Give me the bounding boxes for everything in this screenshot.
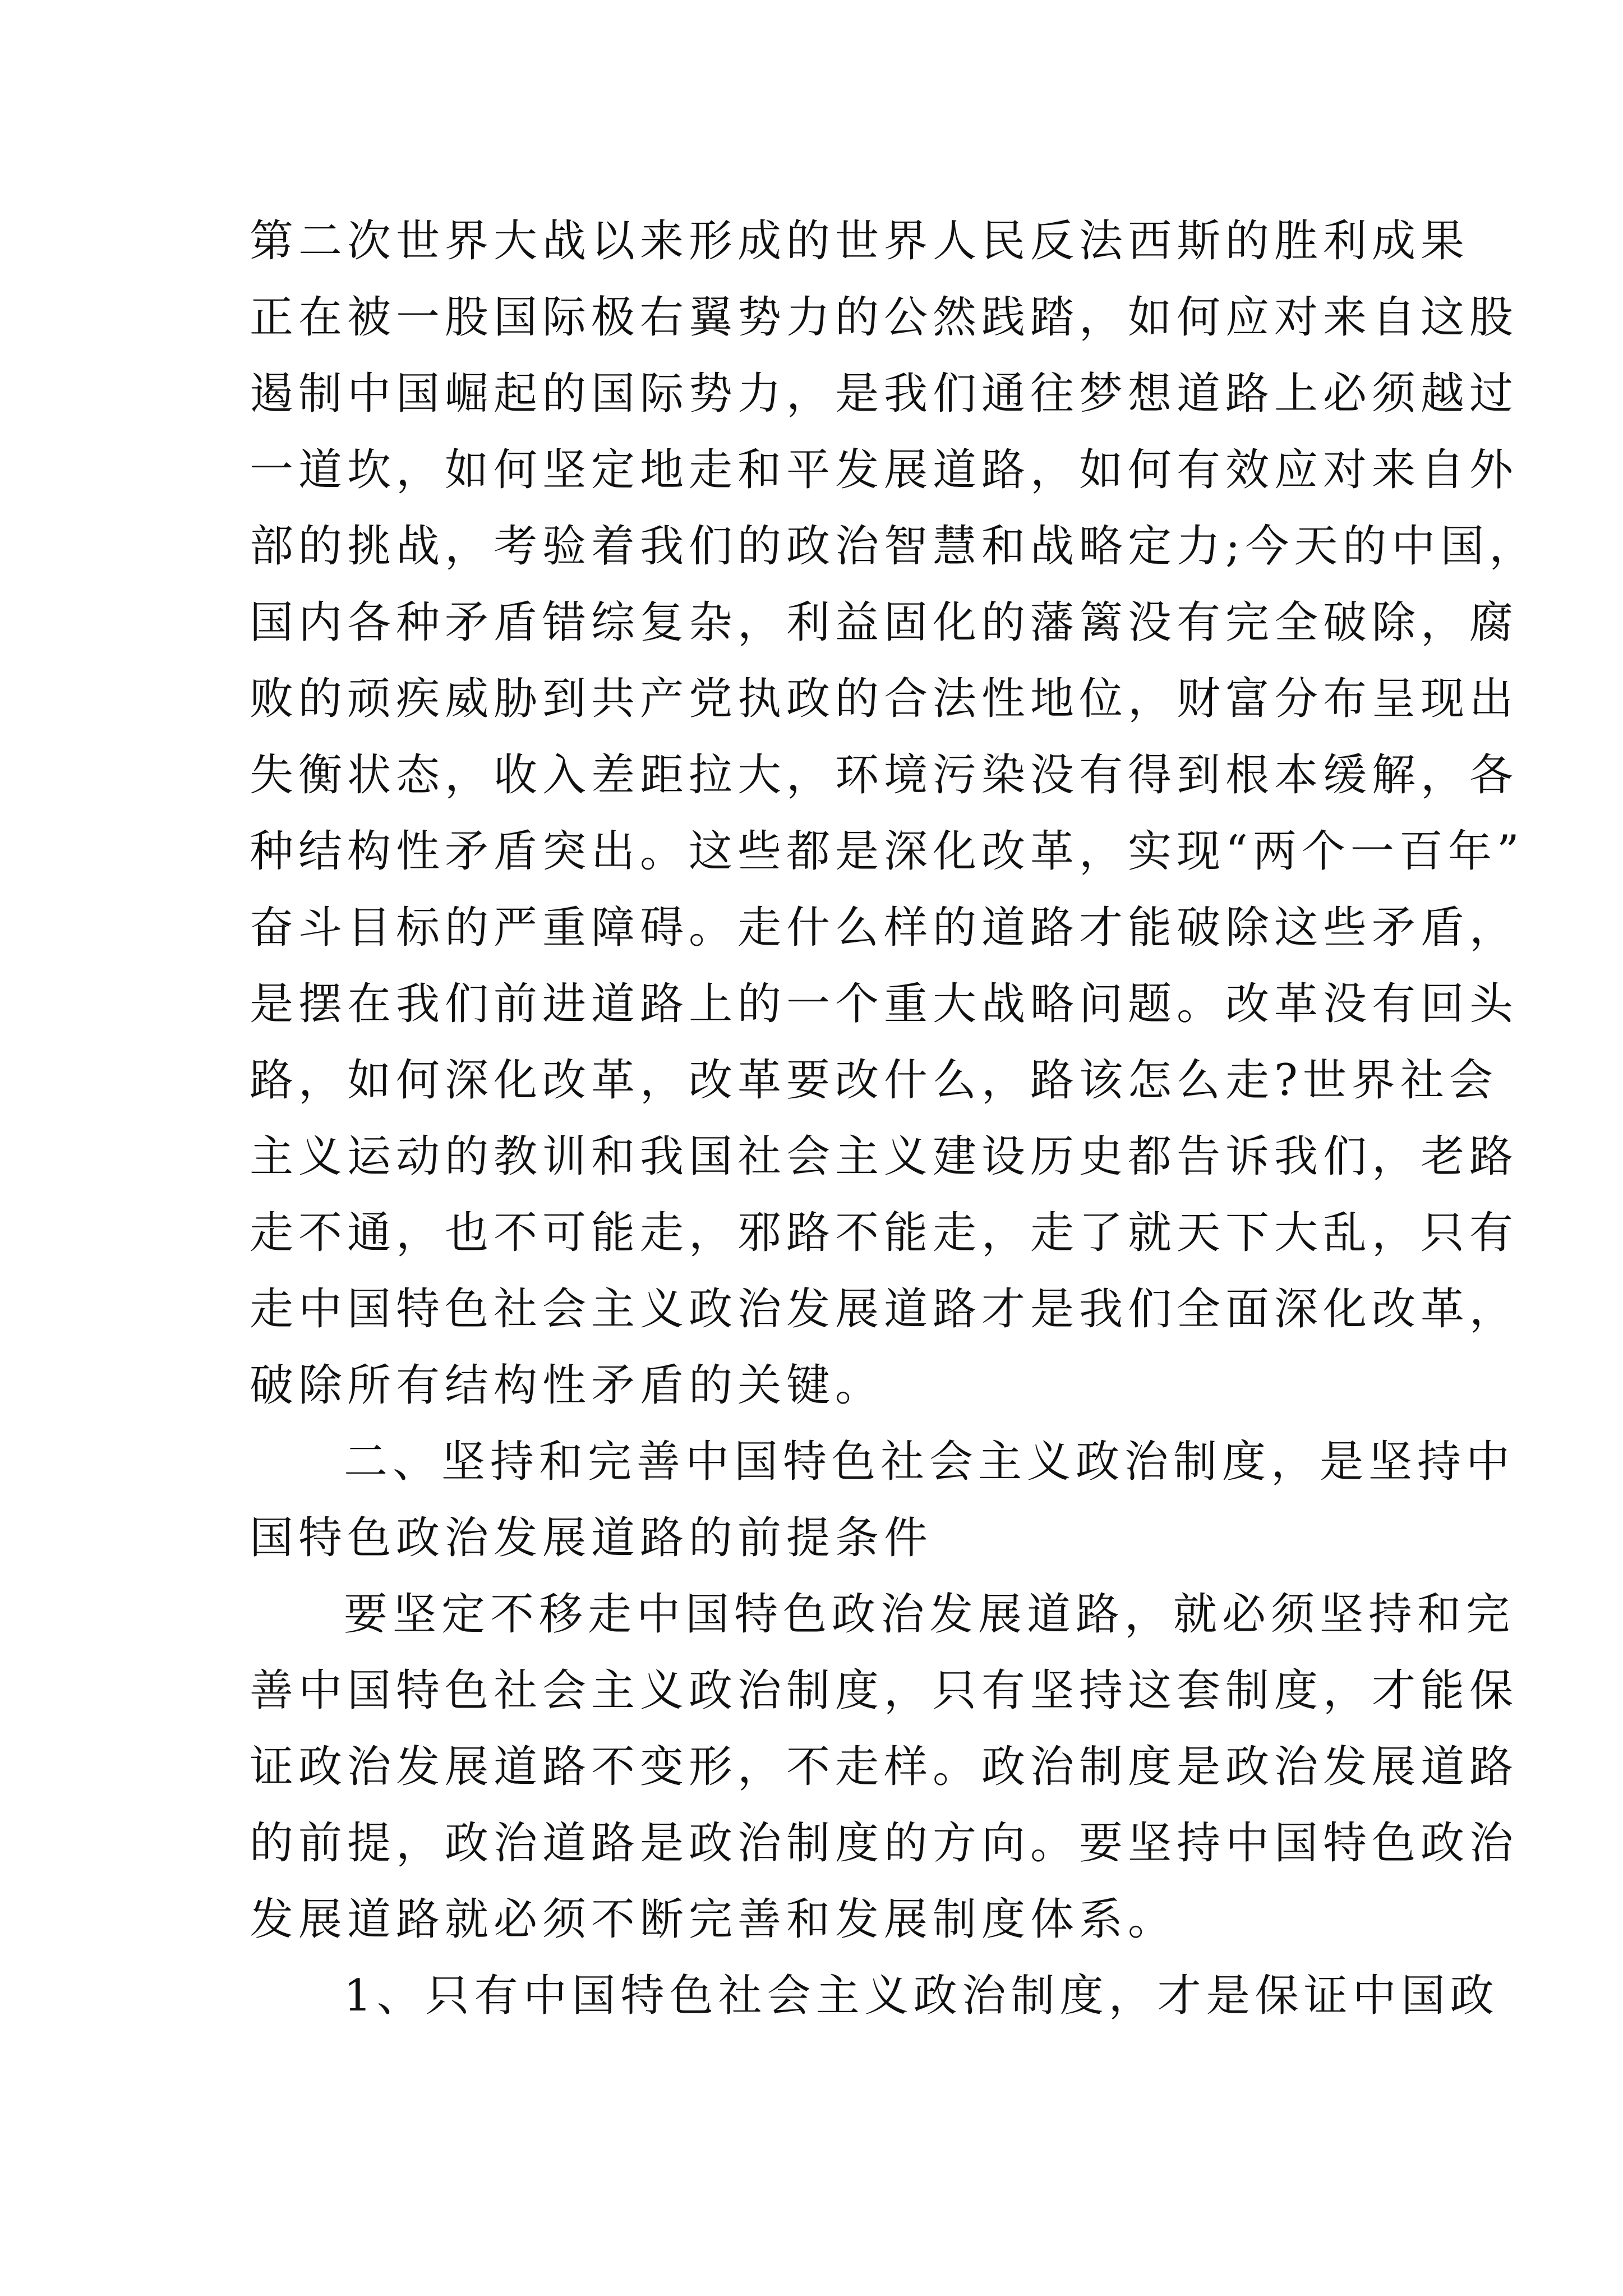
numbered-item-line: 1、只有中国特色社会主义政治制度，才是保证中国政 [344,1971,1499,2021]
text-line: 失衡状态，收入差距拉大，环境污染没有得到根本缓解，各 [250,750,1519,800]
text-line: 一道坎，如何坚定地走和平发展道路，如何有效应对来自外 [250,445,1519,495]
text-line: 的前提，政治道路是政治制度的方向。要坚持中国特色政治 [250,1818,1519,1869]
text-line: 种结构性矛盾突出。这些都是深化改革，实现“两个一百年” [250,826,1524,877]
text-line: 发展道路就必须不断完善和发展制度体系。 [250,1894,1177,1945]
section-heading-line: 国特色政治发展道路的前提条件 [250,1513,933,1563]
paragraph-start-line: 要坚定不移走中国特色政治发展道路，就必须坚持和完 [344,1589,1515,1640]
text-line: 国内各种矛盾错综复杂，利益固化的藩篱没有完全破除，腐 [250,597,1519,648]
text-line: 路，如何深化改革，改革要改什么，路该怎么走?世界社会 [250,1055,1498,1106]
text-line: 证政治发展道路不变形，不走样。政治制度是政治发展道路 [250,1742,1519,1792]
text-line: 是摆在我们前进道路上的一个重大战略问题。改革没有回头 [250,979,1519,1029]
section-heading-line: 二、坚持和完善中国特色社会主义政治制度，是坚持中 [344,1437,1515,1487]
text-line: 正在被一股国际极右翼势力的公然践踏，如何应对来自这股 [250,292,1519,343]
text-line: 善中国特色社会主义政治制度，只有坚持这套制度，才能保 [250,1665,1519,1716]
text-line: 第二次世界大战以来形成的世界人民反法西斯的胜利成果 [250,216,1470,266]
text-line: 破除所有结构性矛盾的关键。 [250,1360,884,1411]
text-line: 奋斗目标的严重障碍。走什么样的道路才能破除这些矛盾， [250,903,1519,953]
text-line: 走中国特色社会主义政治发展道路才是我们全面深化改革， [250,1284,1519,1335]
text-line: 部的挑战，考验着我们的政治智慧和战略定力;今天的中国， [250,521,1538,572]
document-body [250,203,1538,2034]
text-line: 走不通，也不可能走，邪路不能走，走了就天下大乱，只有 [250,1208,1519,1258]
text-line: 败的顽疾威胁到共产党执政的合法性地位，财富分布呈现出 [250,674,1519,724]
text-line: 主义运动的教训和我国社会主义建设历史都告诉我们，老路 [250,1131,1519,1182]
text-line: 遏制中国崛起的国际势力，是我们通往梦想道路上必须越过 [250,369,1519,419]
